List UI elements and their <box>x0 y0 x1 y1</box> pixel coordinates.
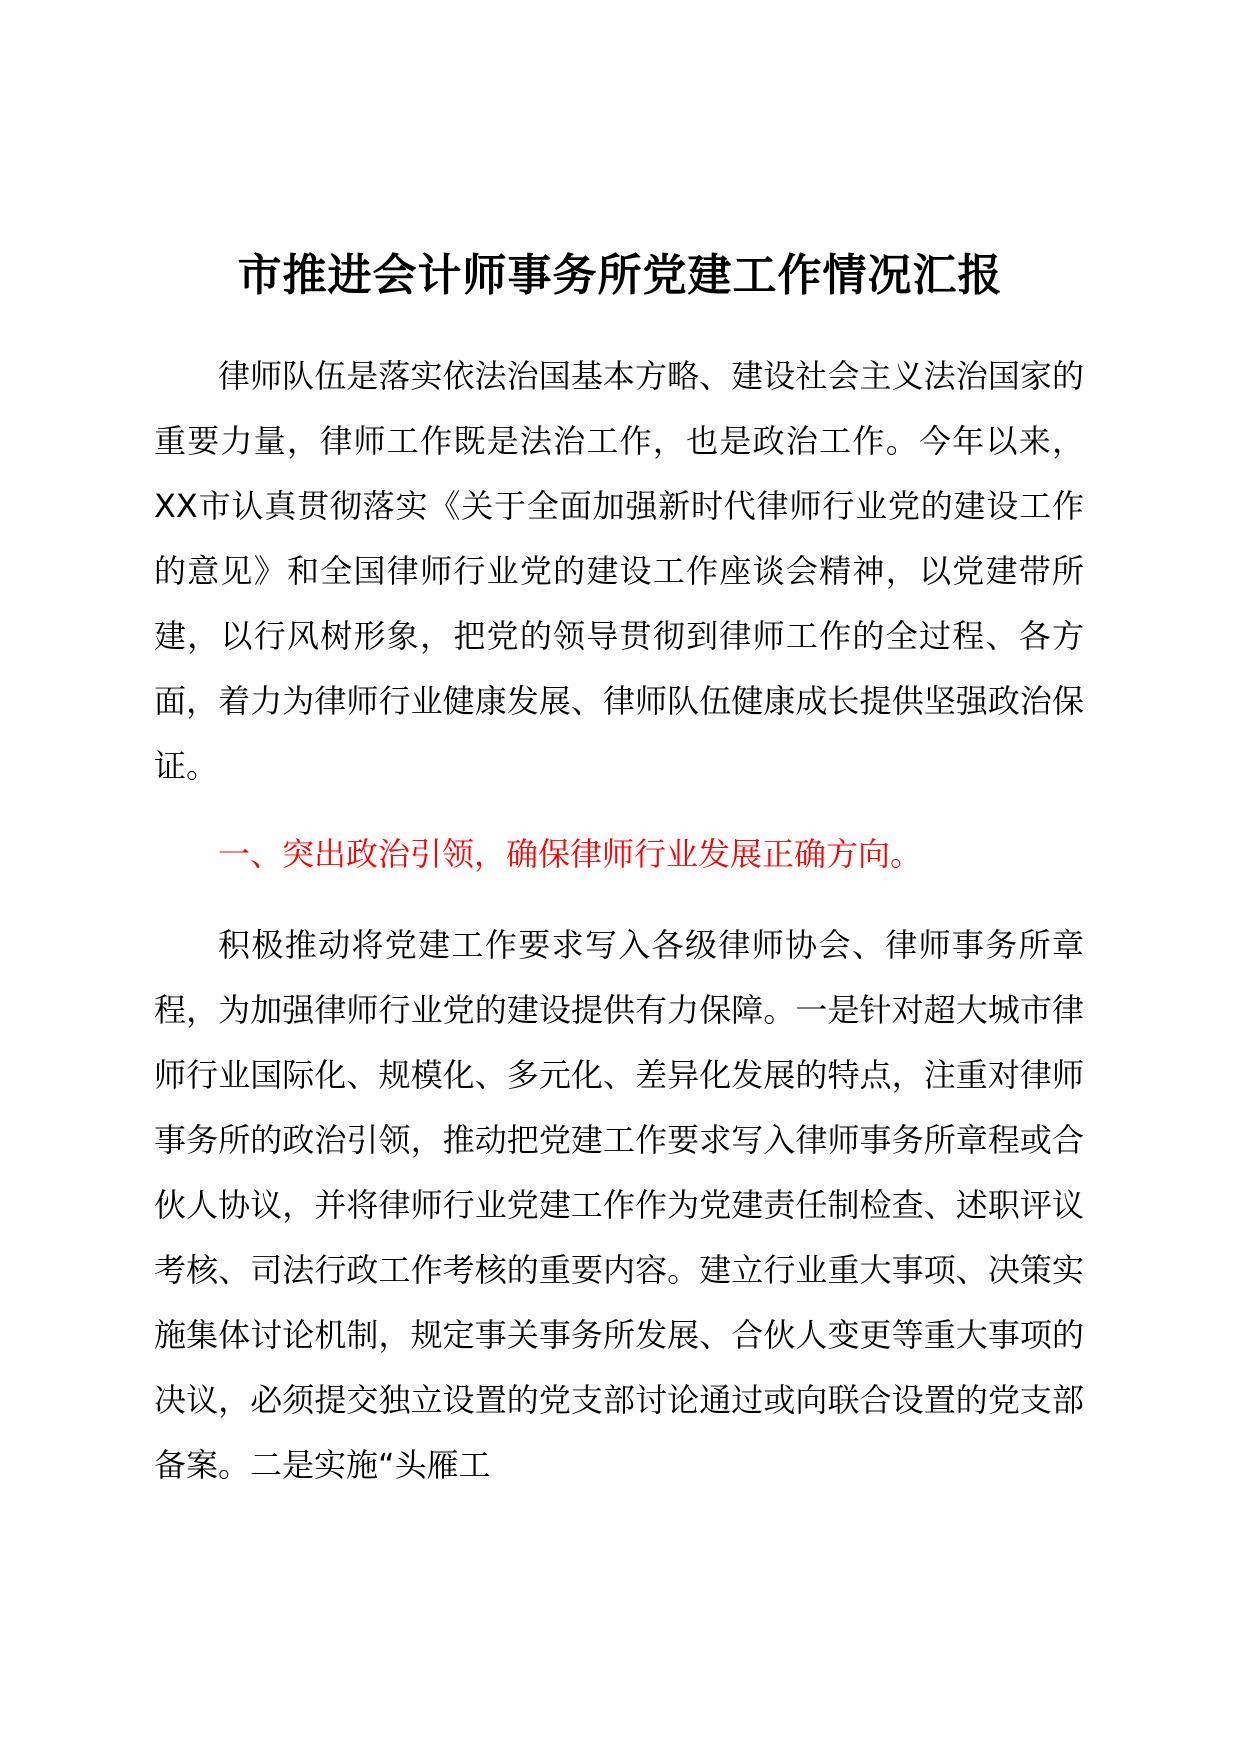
intro-paragraph: 律师队伍是落实依法治国基本方略、建设社会主义法治国家的重要力量，律师工作既是法治工作，也是政治工作。今年以来，XX市认真贯彻落实《关于全面加强新时代律师行业党的建设工作的意见》和全国律师行业党的建设工作座谈会精神，以党建带所建，以行风树形象，把党的领导贯彻到律师工作的全过程、各方面，着力为律师行业健康发展、律师队伍健康成长提供坚强政治保证。 <box>154 357 1084 785</box>
section-heading-1: 一、突出政治引领，确保律师行业发展正确方向。 <box>218 835 923 873</box>
document-title: 市推进会计师事务所党建工作情况汇报 <box>237 250 1003 301</box>
body-paragraph-2: 积极推动将党建工作要求写入各级律师协会、律师事务所章程，为加强律师行业党的建设提供有力保障。一是针对超大城市律师行业国际化、规模化、多元化、差异化发展的特点，注重对律师事务所的政治引领，推动把党建工作要求写入律师事务所章程或合伙人协议，并将律师行业党建工作作为党建责任制检查、述职评议考核、司法行政工作考核的重要内容。建立行业重大事项、决策实施集体讨论机制，规定事关事务所发展、合伙人变更等重大事项的决议，必须提交独立设置的党支部讨论通过或向联合设置的党支部备案。二是实施“头雁工 <box>154 926 1084 1484</box>
